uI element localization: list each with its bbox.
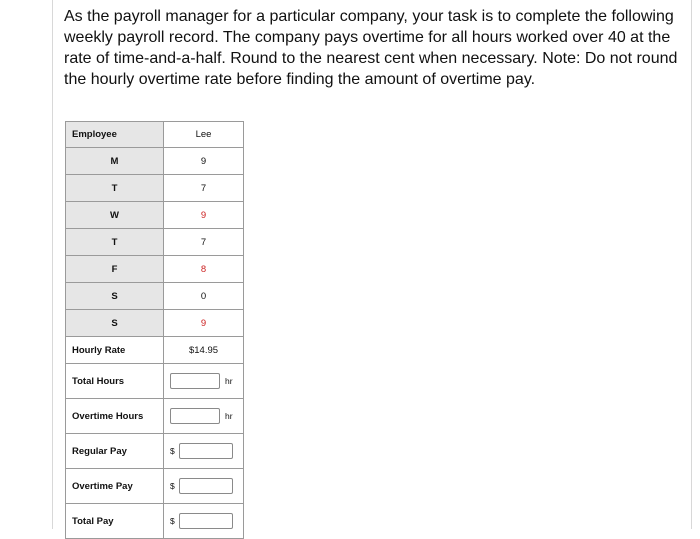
- day-row: [66, 310, 244, 337]
- day-label: W: [66, 202, 164, 229]
- employee-name: Lee: [164, 122, 244, 148]
- day-row: [66, 229, 244, 256]
- currency-symbol: $: [170, 481, 175, 491]
- day-label: T: [66, 175, 164, 202]
- table-header-row: [66, 122, 244, 148]
- total-hours-input[interactable]: [170, 373, 220, 389]
- day-hours: 9: [164, 310, 244, 337]
- overtime-pay-row: [66, 469, 244, 504]
- regular-pay-label: Regular Pay: [66, 434, 164, 469]
- total-pay-label: Total Pay: [66, 504, 164, 539]
- day-hours: 7: [164, 175, 244, 202]
- hours-unit: hr: [225, 376, 233, 386]
- regular-pay-input[interactable]: [179, 443, 233, 459]
- day-label: M: [66, 148, 164, 175]
- overtime-hours-row: [66, 399, 244, 434]
- total-pay-row: [66, 504, 244, 539]
- payroll-table: [65, 121, 244, 539]
- regular-pay-row: [66, 434, 244, 469]
- regular-pay-cell: [164, 434, 244, 469]
- day-row: [66, 256, 244, 283]
- total-hours-label: Total Hours: [66, 364, 164, 399]
- hourly-rate-row: [66, 337, 244, 364]
- hours-unit: hr: [225, 411, 233, 421]
- day-label: S: [66, 283, 164, 310]
- currency-symbol: $: [170, 446, 175, 456]
- total-pay-input[interactable]: [179, 513, 233, 529]
- overtime-pay-input[interactable]: [179, 478, 233, 494]
- overtime-pay-label: Overtime Pay: [66, 469, 164, 504]
- overtime-pay-cell: [164, 469, 244, 504]
- currency-symbol: $: [170, 516, 175, 526]
- question-text: As the payroll manager for a particular company, your task is to complete the following weekly payroll record. The company pays overtime for all hours worked over 40 at the rate of time-and-a-half. Round to the nearest cent when necessary. Note: Do not round the hourly overtime rate before finding the amount of overtime pay.: [64, 8, 678, 88]
- day-row: [66, 283, 244, 310]
- day-hours: 0: [164, 283, 244, 310]
- overtime-hours-label: Overtime Hours: [66, 399, 164, 434]
- overtime-hours-cell: [164, 399, 244, 434]
- day-hours: 7: [164, 229, 244, 256]
- day-row: [66, 202, 244, 229]
- total-hours-cell: [164, 364, 244, 399]
- hourly-rate-label: Hourly Rate: [66, 337, 164, 364]
- total-hours-row: [66, 364, 244, 399]
- total-pay-cell: [164, 504, 244, 539]
- hourly-rate-value: $14.95: [164, 337, 244, 364]
- day-row: [66, 148, 244, 175]
- day-label: T: [66, 229, 164, 256]
- day-hours: 8: [164, 256, 244, 283]
- day-row: [66, 175, 244, 202]
- employee-header: Employee: [66, 122, 164, 148]
- day-label: S: [66, 310, 164, 337]
- overtime-hours-input[interactable]: [170, 408, 220, 424]
- day-hours: 9: [164, 148, 244, 175]
- day-label: F: [66, 256, 164, 283]
- day-hours: 9: [164, 202, 244, 229]
